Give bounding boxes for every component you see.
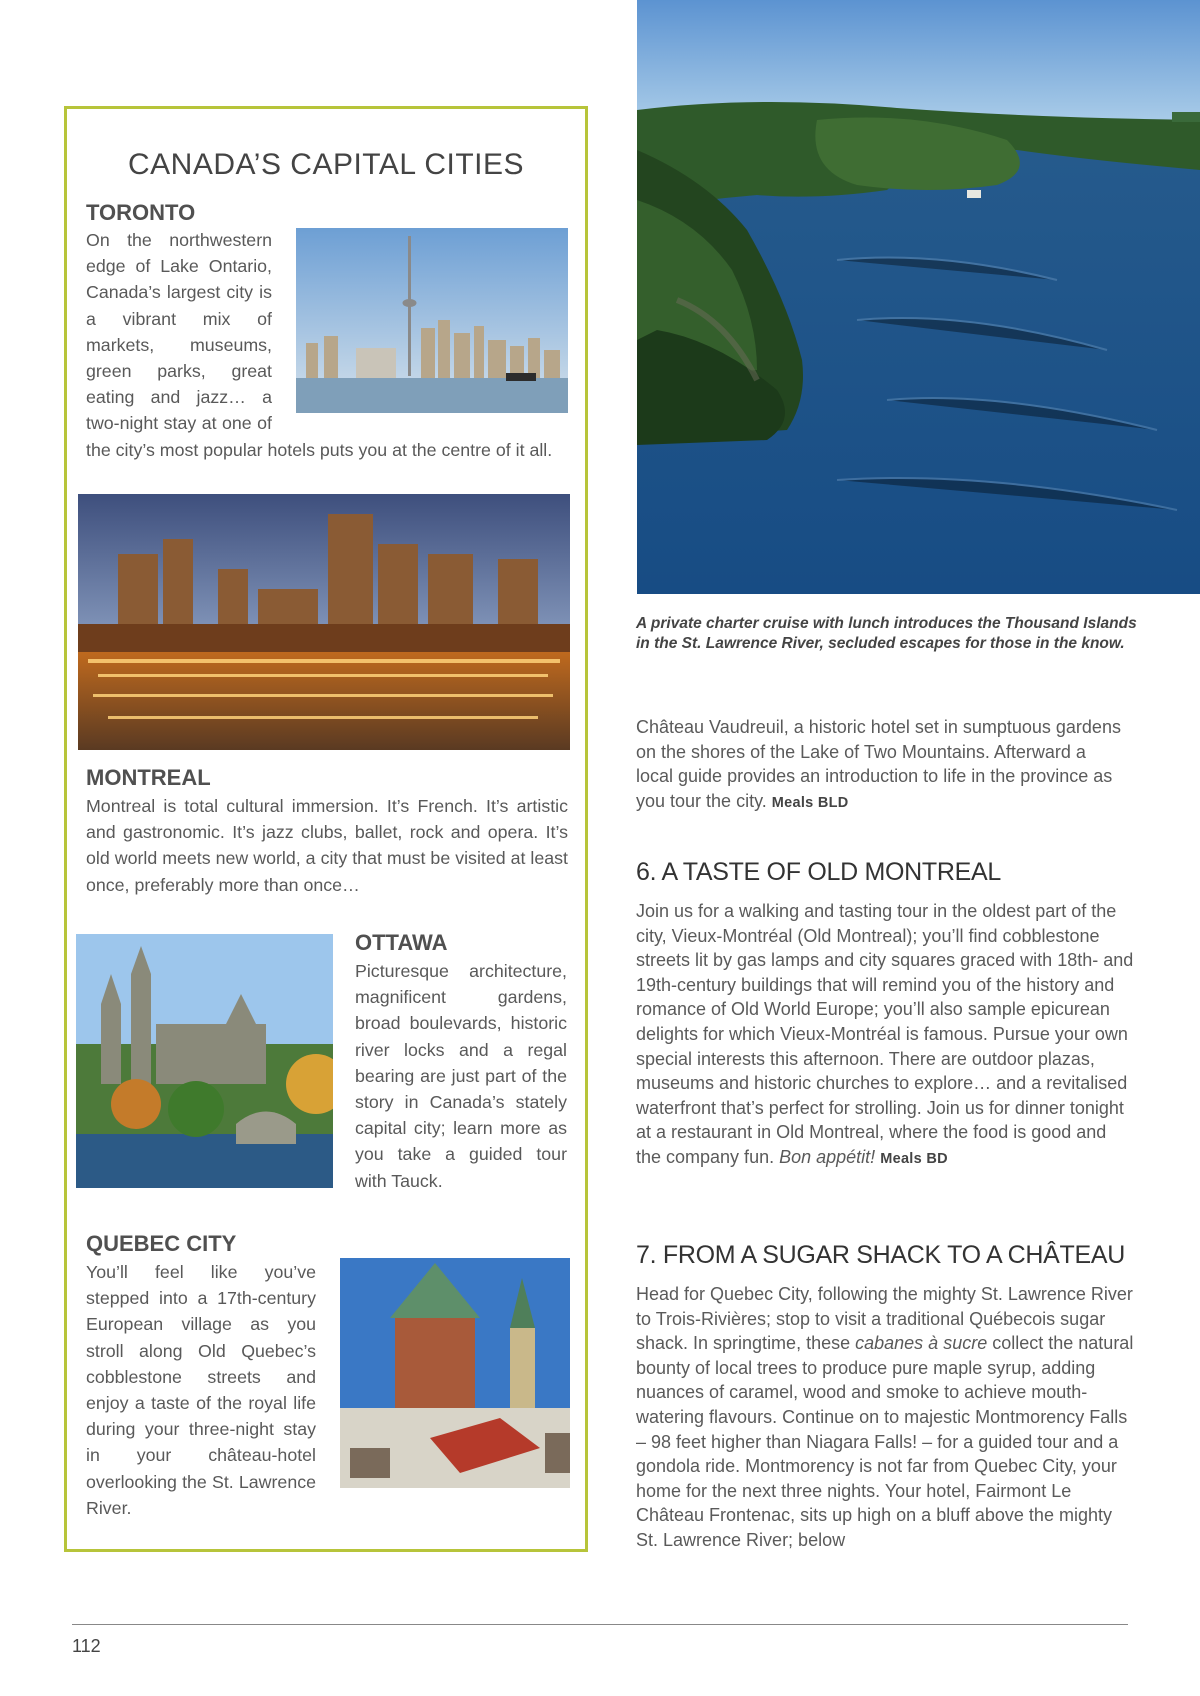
montreal-heading: MONTREAL xyxy=(86,765,211,790)
quebec-section xyxy=(86,1231,316,1521)
photo-caption: A private charter cruise with lunch introduces the Thousand Islands in the St. Lawrence River, secluded escapes for those in the know. xyxy=(636,615,1137,652)
ottawa-section xyxy=(355,930,567,1194)
day6-italic: Bon appétit! xyxy=(779,1146,876,1167)
sidebar-title: CANADA’S CAPITAL CITIES xyxy=(127,148,525,181)
ottawa-parliament-photo xyxy=(76,934,333,1188)
montreal-skyline-photo xyxy=(78,494,570,750)
footer-rule xyxy=(72,1624,1128,1625)
day6-text: Join us for a walking and tasting tour in the oldest part of the city, Vieux-Montréal (Old Montreal); you’ll find cobblestone streets lit by gas lamps and city squares graced with 18th- and 19th-century buildings that will remind you of the history and romance of Old World Europe; you’ll also sample epicurean delights for which Vieux-Montréal is famous. Pursue your own special interests this afternoon. There are outdoor plazas, museums and historic churches to explore… and a revitalised waterfront that’s perfect for strolling. Join us for dinner tonight at a restaurant in Old Montreal, where the food is good and the company fun. xyxy=(636,901,1134,1167)
continued-text: Château Vaudreuil, a historic hotel set in sumptuous gardens on the shores of the Lake of Two Mountains. Afterward a local guide provides an introduction to life in the province as you tour the city. xyxy=(636,717,1121,811)
quebec-text: You’ll feel like you’ve stepped into a 17th-century European village as you stroll along Old Quebec’s cobblestone streets and enjoy a taste of the royal life during your three-night stay in your château-hotel overlooking the St. Lawrence River. xyxy=(86,1262,316,1518)
quebec-heading: QUEBEC CITY xyxy=(86,1231,237,1256)
day6-heading: 6. A TASTE OF OLD MONTREAL xyxy=(636,858,1001,886)
continued-meals: Meals BLD xyxy=(771,794,849,811)
day7-heading: 7. FROM A SUGAR SHACK TO A CHÂTEAU xyxy=(636,1241,1126,1269)
toronto-heading: TORONTO xyxy=(86,200,196,225)
page-number: 112 xyxy=(72,1636,101,1656)
montreal-text: Montreal is total cultural immersion. It’s French. It’s artistic and gastronomic. It’s jazz clubs, ballet, rock and opera. It’s old world meets new world, a city that must be visited at least once, preferably more than once… xyxy=(86,796,568,895)
toronto-section xyxy=(86,200,568,463)
day7-text-b: collect the natural bounty of local trees to produce pure maple syrup, adding nuances of caramel, wood and smoke to achieve mouth-watering flavours. Continue on to majestic Montmorency Falls – 98 feet higher than Niagara Falls! – for a guided tour and a gondola ride. Montmorency is not far from Quebec City, your home for the next three nights. Your hotel, Fairmont Le Château Frontenac, sits up high on a bluff above the mighty St. Lawrence River; below xyxy=(636,1333,1134,1550)
toronto-text: On the northwestern edge of Lake Ontario, Canada’s largest city is a vibrant mix of markets, museums, green parks, great eating and jazz… a two-night stay at one of the city’s most popular hotels puts you at the centre of it all. xyxy=(86,230,553,460)
thousand-islands-photo xyxy=(637,0,1200,594)
montreal-section xyxy=(86,765,568,898)
day7-paragraph xyxy=(636,1282,1136,1553)
continued-paragraph xyxy=(636,715,1126,815)
toronto-skyline-photo xyxy=(296,228,568,413)
quebec-chateau-photo xyxy=(340,1258,570,1488)
ottawa-text: Picturesque architecture, magnificent gardens, broad boulevards, historic river locks and a regal bearing are just part of the story in Canada’s stately capital city; learn more as you take a guided tour with Tauck. xyxy=(355,961,567,1191)
day7-text-a: Head for Quebec City, following the mighty St. Lawrence River to Trois-Rivières; stop to visit a traditional Québecois sugar shack. In springtime, these xyxy=(636,1284,1133,1354)
day6-paragraph xyxy=(636,899,1136,1172)
day7-italic: cabanes à sucre xyxy=(855,1333,988,1354)
day6-meals: Meals BD xyxy=(880,1150,948,1167)
ottawa-heading: OTTAWA xyxy=(355,930,448,955)
